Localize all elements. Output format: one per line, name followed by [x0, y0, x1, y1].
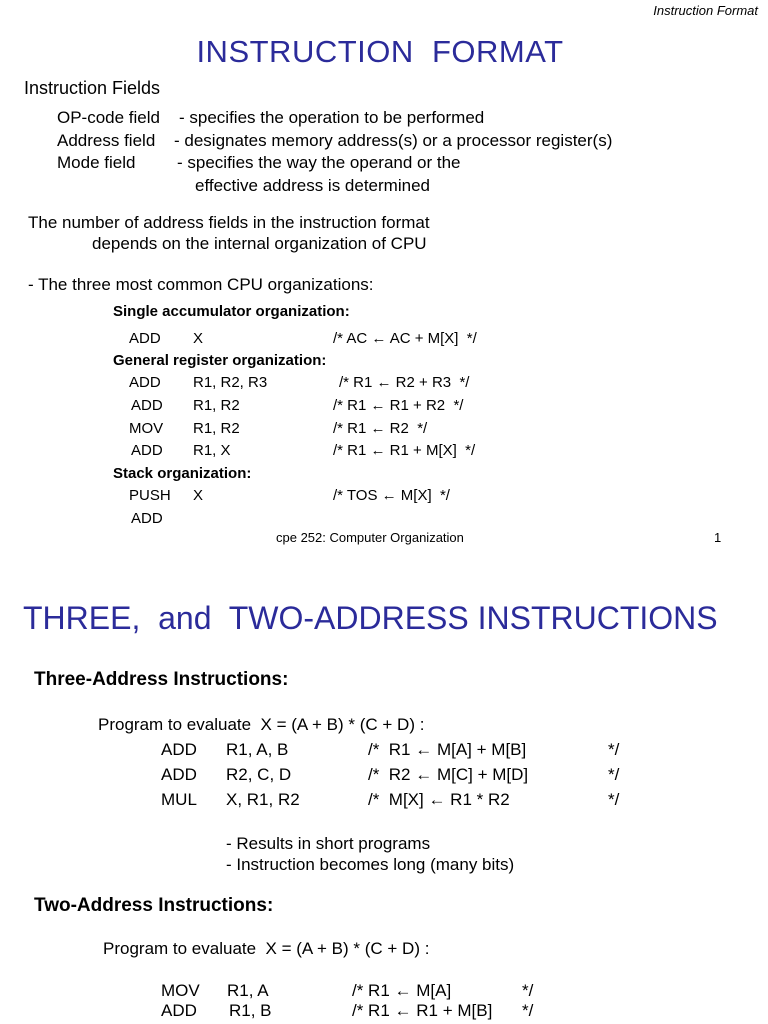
code-comment-end: */: [608, 740, 620, 759]
code-args: X: [193, 487, 204, 504]
three-address-heading: Three-Address Instructions:: [34, 669, 289, 690]
code-op: MOV: [161, 981, 200, 1000]
two-address-heading: Two-Address Instructions:: [34, 895, 274, 916]
code-op: ADD: [161, 1001, 197, 1020]
orgs-intro: - The three most common CPU organizations:: [28, 275, 374, 294]
code-comment: /* R1 ← R1 + M[B]: [352, 1001, 493, 1020]
opcode-field-name: OP-code field: [57, 108, 160, 127]
slide-title: INSTRUCTION FORMAT: [196, 34, 564, 69]
code-comment-end: */: [522, 1001, 534, 1020]
code-op: MUL: [161, 790, 197, 809]
code-args: R1, X: [193, 442, 231, 459]
code-op: ADD: [131, 397, 163, 414]
code-comment-end: */: [522, 981, 534, 1000]
code-args: R2, C, D: [226, 765, 292, 784]
code-args: R1, A: [227, 981, 269, 1000]
stack-heading: Stack organization:: [113, 465, 252, 482]
code-op: MOV: [129, 420, 164, 437]
footer-course: cpe 252: Computer Organization: [276, 530, 464, 545]
code-comment: /* R1 ← M[A]: [352, 981, 452, 1000]
code-comment: /* R1 ← R2 */: [333, 420, 428, 437]
code-comment: /* M[X] ← R1 * R2: [368, 790, 510, 809]
code-comment: /* R1 ← R1 + M[X] */: [333, 442, 476, 459]
address-field-desc: - designates memory address(s) or a processor register(s): [174, 131, 613, 150]
code-comment-end: */: [608, 765, 620, 784]
two-program-line: Program to evaluate X = (A + B) * (C + D) :: [103, 939, 430, 958]
code-op: ADD: [129, 374, 161, 391]
code-args: R1, R2: [193, 420, 240, 437]
code-comment-end: */: [608, 790, 620, 809]
code-args: R1, R2, R3: [193, 374, 268, 391]
mode-field-name: Mode field: [57, 153, 136, 172]
three-note: - Results in short programs: [226, 834, 431, 853]
code-args: R1, B: [229, 1001, 272, 1020]
code-op: ADD: [129, 330, 161, 347]
code-comment: /* AC ← AC + M[X] */: [333, 330, 477, 347]
single-acc-heading: Single accumulator organization:: [113, 303, 350, 320]
code-comment: /* R1 ← R1 + R2 */: [333, 397, 464, 414]
code-comment: /* R1 ← M[A] + M[B]: [368, 740, 527, 759]
footer-page-number: 1: [714, 530, 722, 545]
code-args: R1, R2: [193, 397, 240, 414]
mode-field-desc-line2: effective address is determined: [195, 176, 430, 195]
mode-field-desc: - specifies the way the operand or the: [177, 153, 461, 172]
code-op: ADD: [131, 442, 163, 459]
paragraph-line1: The number of address fields in the instruction format: [28, 213, 430, 232]
paragraph-line2: depends on the internal organization of CPU: [92, 234, 427, 253]
fields-heading: Instruction Fields: [24, 78, 161, 98]
three-note: - Instruction becomes long (many bits): [226, 855, 515, 874]
general-reg-heading: General register organization:: [113, 352, 327, 369]
code-args: X: [193, 330, 204, 347]
three-program-line: Program to evaluate X = (A + B) * (C + D) :: [98, 715, 425, 734]
slide2-title: THREE, and TWO-ADDRESS INSTRUCTIONS: [23, 600, 718, 636]
code-op: ADD: [161, 740, 197, 759]
code-comment: /* TOS ← M[X] */: [333, 487, 450, 504]
opcode-field-desc: - specifies the operation to be performed: [179, 108, 485, 127]
code-args: R1, A, B: [226, 740, 289, 759]
header-note: Instruction Format: [653, 3, 758, 18]
code-op: ADD: [131, 510, 163, 527]
code-op: ADD: [161, 765, 197, 784]
code-args: X, R1, R2: [226, 790, 300, 809]
code-comment: /* R1 ← R2 + R3 */: [339, 374, 470, 391]
code-comment: /* R2 ← M[C] + M[D]: [368, 765, 529, 784]
address-field-name: Address field: [57, 131, 156, 150]
code-op: PUSH: [129, 487, 171, 504]
